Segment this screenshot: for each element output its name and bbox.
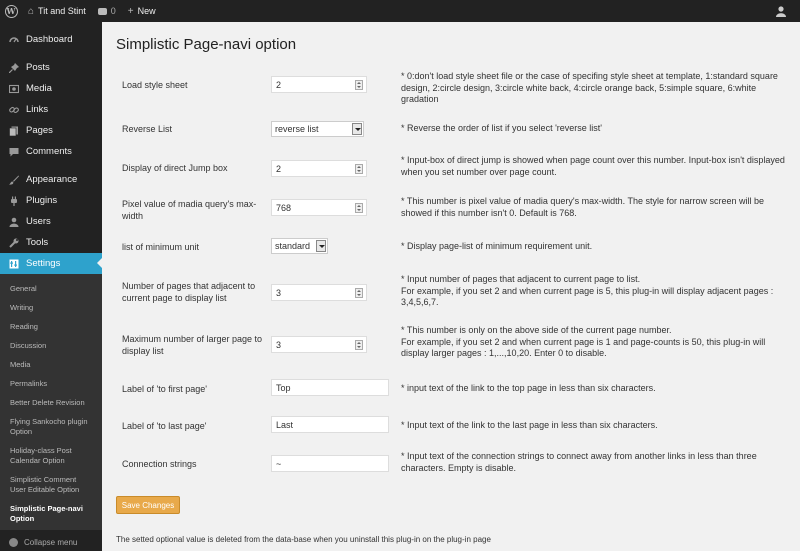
sidebar-item-label: Comments <box>26 146 72 157</box>
spinner-arrows-icon[interactable] <box>355 288 363 298</box>
sidebar-item-label: Media <box>26 83 52 94</box>
spinner-arrows-icon[interactable] <box>355 203 363 213</box>
last-page-label-input[interactable] <box>271 416 389 433</box>
reverse-list-select[interactable] <box>271 121 364 137</box>
sidebar-item-dashboard[interactable] <box>0 29 102 50</box>
wordpress-logo-icon[interactable]: W <box>0 0 22 22</box>
sidebar-item-label: Dashboard <box>26 34 73 45</box>
save-changes-button[interactable]: Save Changes <box>116 496 180 514</box>
submenu-item-writing[interactable]: Writing <box>10 303 34 312</box>
adjacent-pages-input[interactable] <box>271 284 367 301</box>
option-label: Label of 'to last page' <box>122 421 207 431</box>
site-name-label: Tit and Stint <box>38 6 86 16</box>
option-label: Label of 'to first page' <box>122 384 207 394</box>
plug-icon <box>8 195 19 206</box>
option-description: * 0:don't load style sheet file or the case of specifing style sheet at template, 1:standard square design, 2:circle design, 3:circle white back, 4:circle orange back, 5:simple square, 6:white gradation <box>401 71 778 104</box>
option-description: * Input text of the connection strings to connect away from another links in less than three characters. Empty is disable. <box>401 451 757 473</box>
media-query-max-width-input[interactable] <box>271 199 367 216</box>
submenu-item-discussion[interactable]: Discussion <box>10 341 47 350</box>
main-content <box>102 22 800 551</box>
first-page-label-input[interactable] <box>271 379 389 396</box>
option-label: Pixel value of madia query's max-width <box>122 199 257 221</box>
sidebar-item-label: Settings <box>26 258 61 269</box>
sidebar-item-settings[interactable] <box>0 253 102 274</box>
new-label: New <box>137 6 156 16</box>
uninstall-note: The setted optional value is deleted from the data-base when you uninstall this plug-in on the plug-in page <box>116 535 491 544</box>
wrench-icon <box>8 237 19 248</box>
new-content-link[interactable] <box>122 0 162 22</box>
option-description: * Reverse the order of list if you select 'reverse list' <box>401 123 603 133</box>
sidebar-item-users[interactable] <box>0 211 102 232</box>
sidebar-item-posts[interactable] <box>0 57 102 78</box>
chevron-down-icon <box>352 123 362 135</box>
sidebar-item-label: Posts <box>26 62 50 73</box>
media-icon <box>8 83 19 94</box>
input-value: 2 <box>276 79 282 90</box>
input-value: ~ <box>276 458 282 469</box>
sidebar-item-comments[interactable] <box>0 141 102 162</box>
sidebar-item-pages[interactable] <box>0 120 102 141</box>
submenu-item-reading[interactable]: Reading <box>10 322 38 331</box>
sidebar-item-appearance[interactable] <box>0 169 102 190</box>
option-label: Load style sheet <box>122 80 188 90</box>
page-title: Simplistic Page-navi option <box>116 36 297 53</box>
direct-jump-box-input[interactable] <box>271 160 367 177</box>
sidebar-item-label: Pages <box>26 125 53 136</box>
spinner-arrows-icon[interactable] <box>355 80 363 90</box>
settings-icon <box>8 258 19 269</box>
users-icon <box>8 216 19 227</box>
dashboard-icon <box>8 34 19 45</box>
submenu-item-better-delete-revision[interactable]: Better Delete Revision <box>10 398 85 407</box>
option-label: list of minimum unit <box>122 242 200 252</box>
submenu-item-media[interactable]: Media <box>10 360 31 369</box>
spinner-arrows-icon[interactable] <box>355 340 363 350</box>
sidebar-item-label: Links <box>26 104 49 115</box>
minimum-unit-select[interactable] <box>271 238 328 254</box>
user-account-icon[interactable] <box>770 0 792 22</box>
input-value: Last <box>276 419 294 430</box>
spinner-arrows-icon[interactable] <box>355 164 363 174</box>
settings-submenu <box>0 274 102 530</box>
plus-icon: + <box>127 5 134 17</box>
option-description: * input text of the link to the top page in less than six characters. <box>401 383 656 393</box>
option-description: * This number is pixel value of madia query's max-width. The style for narrow screen will be showed if this number isn't 0. Default is 768. <box>401 196 765 218</box>
comment-icon <box>8 146 19 157</box>
collapse-menu-label: Collapse menu <box>24 538 78 547</box>
pushpin-icon <box>8 62 19 73</box>
input-value: Top <box>276 382 291 393</box>
load-style-sheet-input[interactable] <box>271 76 367 93</box>
submenu-item-general[interactable]: General <box>10 284 37 293</box>
sidebar-item-label: Users <box>26 216 51 227</box>
site-name-link[interactable] <box>22 0 92 22</box>
submenu-item-permalinks[interactable]: Permalinks <box>10 379 48 388</box>
collapse-arrow-icon <box>9 538 18 547</box>
paintbrush-icon <box>8 174 19 185</box>
chevron-down-icon <box>316 240 326 252</box>
admin-sidebar <box>0 22 102 551</box>
input-value: 3 <box>276 287 282 298</box>
input-value: 768 <box>276 202 292 213</box>
collapse-menu-button[interactable] <box>0 530 102 547</box>
link-icon <box>8 104 19 115</box>
option-description: * Input number of pages that adjacent to current page to list. For example, if you set 2 and when current page is 5, this plug-in will display adjacent pages : 3,4,5,6,7. <box>401 274 774 307</box>
submenu-item-simplistic-comment[interactable]: Simplistic Comment User Editable Option <box>10 475 80 494</box>
option-label: Reverse List <box>122 124 173 134</box>
larger-pages-input[interactable] <box>271 336 367 353</box>
option-description: * Display page-list of minimum requirement unit. <box>401 241 593 251</box>
sidebar-item-label: Appearance <box>26 174 78 185</box>
option-description: * Input text of the link to the last page in less than six characters. <box>401 420 658 430</box>
select-value: reverse list <box>275 124 319 134</box>
submenu-item-simplistic-page-navi[interactable]: Simplistic Page-navi Option <box>10 504 83 523</box>
comments-link[interactable] <box>92 0 122 22</box>
option-label: Maximum number of larger page to display list <box>122 334 263 356</box>
submenu-item-flying-sankocho[interactable]: Flying Sankocho plugin Option <box>10 417 88 436</box>
select-value: standard <box>275 241 311 251</box>
option-label: Number of pages that adjacent to current page to display list <box>122 281 256 303</box>
option-description: * Input-box of direct jump is showed when page count over this number. Input-box isn't displayed when you set number over page count. <box>401 155 785 177</box>
comments-count: 0 <box>110 6 116 16</box>
sidebar-item-links[interactable] <box>0 99 102 120</box>
input-value: 3 <box>276 339 282 350</box>
admin-bar <box>0 0 800 22</box>
sidebar-item-label: Tools <box>26 237 49 248</box>
option-description: * This number is only on the above side of the current page number. For example, if you set 2 and when current page is 1 and page-counts is 50, this plug-in will display larger pages : 1,...,10,20. Enter 0 to disable. <box>401 325 766 358</box>
submenu-item-holiday-class[interactable]: Holiday-class Post Calendar Option <box>10 446 72 465</box>
sidebar-item-media[interactable] <box>0 78 102 99</box>
option-label: Connection strings <box>122 459 197 469</box>
comment-bubble-icon <box>98 8 107 15</box>
sidebar-item-label: Plugins <box>26 195 58 206</box>
home-icon: ⌂ <box>28 5 35 17</box>
pages-icon <box>8 125 19 136</box>
input-value: 2 <box>276 163 282 174</box>
sidebar-item-plugins[interactable] <box>0 190 102 211</box>
sidebar-item-tools[interactable] <box>0 232 102 253</box>
option-label: Display of direct Jump box <box>122 163 228 173</box>
connection-strings-input[interactable] <box>271 455 389 472</box>
